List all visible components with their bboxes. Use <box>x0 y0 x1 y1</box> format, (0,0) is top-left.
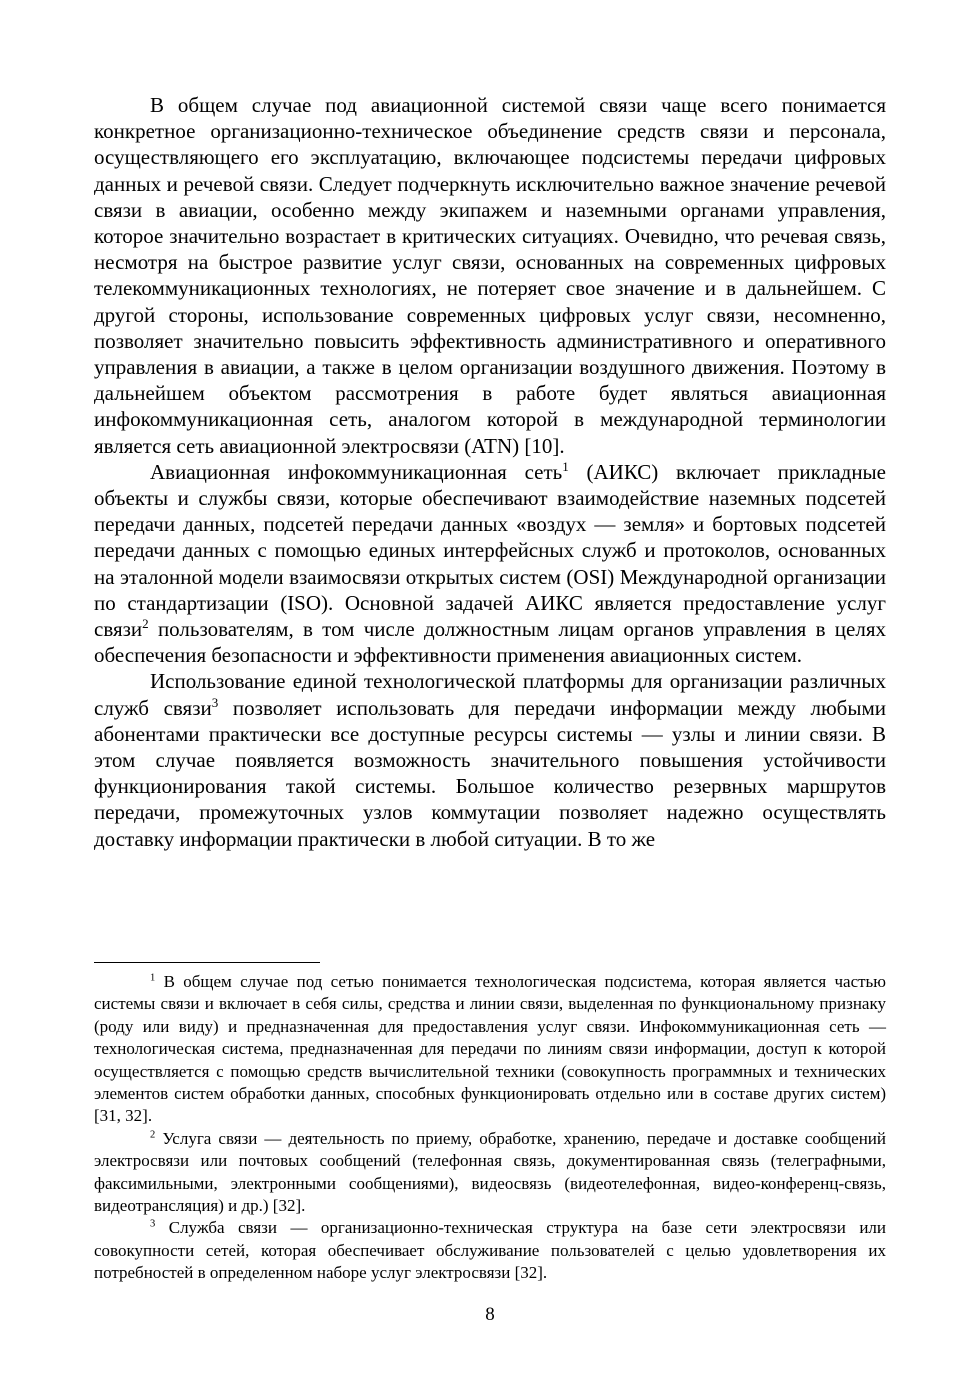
footnotes <box>94 971 886 1285</box>
footnote-3-mark: 3 <box>150 1218 156 1230</box>
paragraph-3-text-a: Использование единой технологической платформы для организации различных служб связи <box>94 669 886 720</box>
footnote-1-text: В общем случае под сетью понимается технологическая подсистема, которая является частью системы связи и включает в себя силы, средства и линии связи, выделенная по функциональному признаку (роду или виду) и предназначенная для предоставления услуг связи. Инфокоммуникационная сеть — технологическая система, предназначенная для передачи по линиям связи информации, доступ к которой осуществляется с помощью средств вычислительной техники (совокупность программных и технических элементов систем обработки данных, способных функционировать отдельно или в составе других систем) [31, 32]. <box>94 972 886 1126</box>
paragraph-2 <box>94 459 886 669</box>
footnote-separator <box>94 962 320 963</box>
paragraph-2-text-a: Авиационная инфокоммуникационная сеть <box>150 459 563 484</box>
paragraph-3 <box>94 668 886 851</box>
footnote-1 <box>94 971 886 1128</box>
paragraph-3-text-b: позволяет использовать для передачи информации между любыми абонентами практически все доступные ресурсы системы — узлы и линии связи. В этом случае появляется возможность значительного повышения устойчивости функционирования такой системы. Большое количество резервных маршрутов передачи, промежуточных узлов коммутации позволяет надежно осуществлять доставку информации практически в любой ситуации. В то же <box>94 695 887 851</box>
footnote-1-mark: 1 <box>150 972 156 984</box>
paragraph-1 <box>94 92 886 459</box>
document-page <box>94 92 887 1325</box>
footnote-2 <box>94 1128 886 1218</box>
footnote-3-text: Служба связи — организационно-техническая структура на базе сети электросвязи или совокупности сетей, которая обеспечивает обслуживание пользователей с целью удовлетворения их потребностей в определенном наборе услуг электросвязи [32]. <box>94 1218 886 1283</box>
paragraph-2-text-c: пользователям, в том числе должностным лицам органов управления в целях обеспечения безопасности и эффективности применения авиационных систем. <box>94 617 886 668</box>
footnote-ref-1: 1 <box>562 458 569 474</box>
footnote-ref-2: 2 <box>142 616 149 631</box>
main-text <box>94 92 886 852</box>
footnote-ref-3: 3 <box>211 694 219 710</box>
paragraph-1-text: В общем случае под авиационной системой связи чаще всего понимается конкретное организационно-техническое объединение средств связи и персонала, осуществляющего его эксплуатацию, включающее подсистемы передачи цифровых данных и речевой связи. Следует подчеркнуть исключительно важное значение речевой связи в авиации, особенно между экипажем и наземными органами управления, которое значительно возрастает в критических ситуациях. Очевидно, что речевая связь, несмотря на быстрое развитие услуг связи, основанных на современных цифровых телекоммуникационных технологиях, не потеряет свое значение и в дальнейшем. С другой стороны, использование современных цифровых услуг связи, несомненно, позволяет значительно повысить эффективность административного и оперативного управления в авиации, а также в целом организации воздушного движения. Поэтому в дальнейшем объектом рассмотрения в работе будет являться авиационная инфокоммуникационная сеть, аналогом которой в международной терминологии является сеть авиационной электросвязи (ATN) [10]. <box>94 93 886 458</box>
footnote-2-text: Услуга связи — деятельность по приему, обработке, хранению, передаче и доставке сообщений электросвязи или почтовых сообщений (телефонная связь, документированная связь (телеграфными, факсимильными, электронными сообщениями), видеосвязь (видеотелефонная, видео-конференц-связь, видеотрансляция) и др.) [32]. <box>94 1128 886 1216</box>
footnote-2-mark: 2 <box>150 1129 156 1141</box>
paragraph-2-text-b: (АИКС) включает прикладные объекты и службы связи, которые обеспечивают взаимодействие наземных подсетей передачи данных, подсетей передачи данных «воздух — земля» и бортовых подсетей передачи данных с помощью единых интерфейсных служб и протоколов, основанных на эталонной модели взаимосвязи открытых систем (OSI) Международной организации по стандартизации (ISO). Основной задачей АИКС является предоставление услуг связи <box>94 459 886 642</box>
page-number: 8 <box>485 1304 495 1325</box>
footnote-3 <box>94 1217 886 1284</box>
